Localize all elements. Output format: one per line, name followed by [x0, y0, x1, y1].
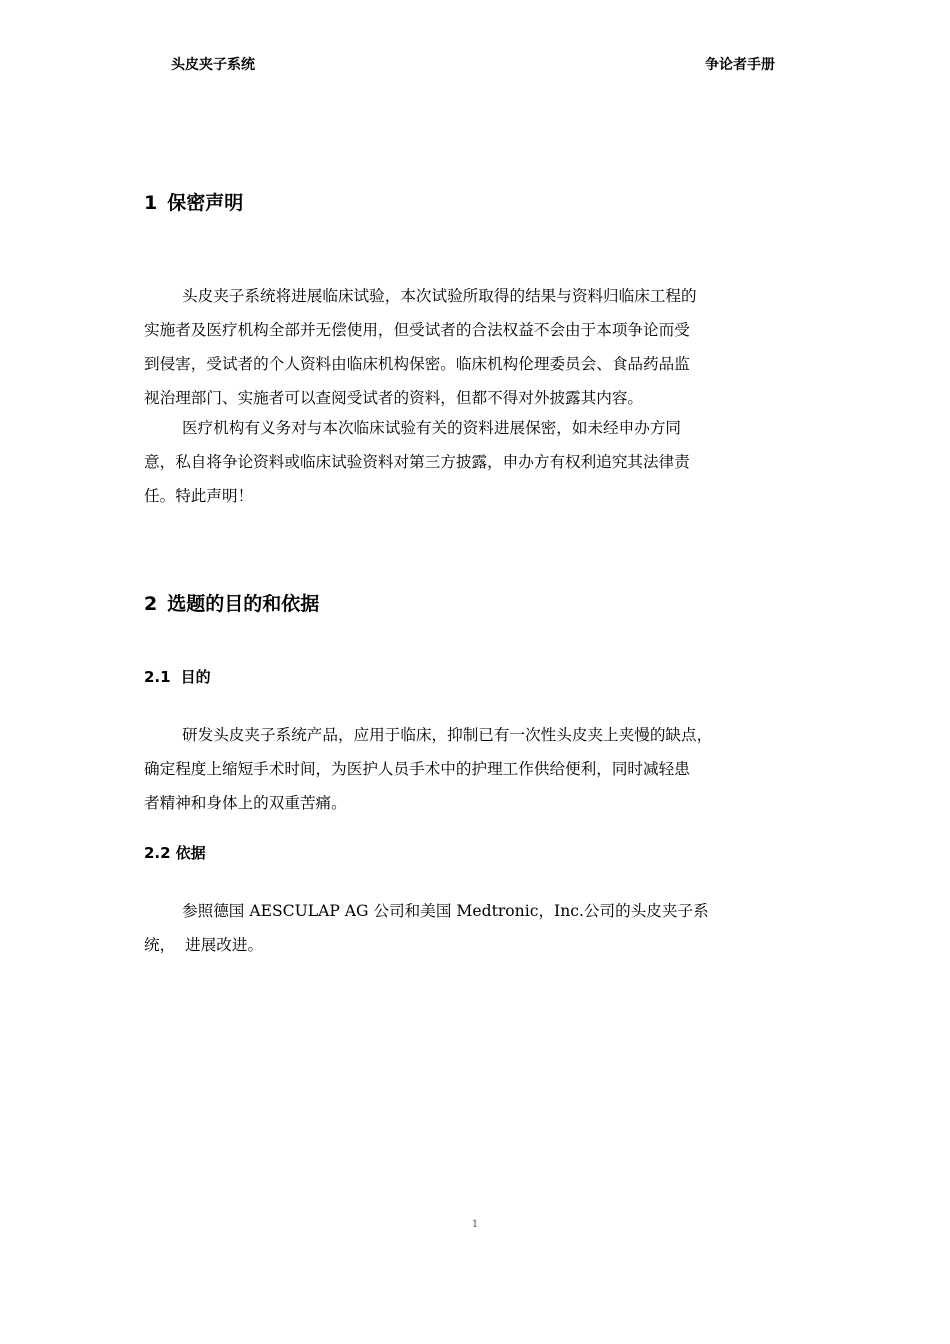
paragraph-line: 视治理部门、实施者可以查阅受试者的资料，但都不得对外披露其内容。 [144, 389, 644, 407]
paragraph-line: 任。特此声明！ [144, 487, 254, 505]
section-1-paragraph-1 [144, 279, 809, 415]
subsection-2-2-paragraph [144, 894, 809, 962]
section-2-number: 2 [144, 593, 158, 615]
paragraph-line: 统， 进展改进。 [144, 936, 264, 954]
running-header-title: 头皮夹子系统 [171, 57, 255, 73]
section-2-title: 选题的目的和依据 [167, 593, 320, 615]
paragraph-line: 者精神和身体上的双重苦痛。 [144, 794, 347, 812]
running-header-doc-type: 争论者手册 [705, 57, 775, 73]
paragraph-line: 头皮夹子系统将进展临床试验，本次试验所取得的结果与资料归临床工程的 [182, 287, 697, 305]
subsection-2-1-title: 目的 [180, 668, 211, 686]
subsection-2-1-heading [144, 666, 211, 688]
paragraph-line: 医疗机构有义务对与本次临床试验有关的资料进展保密，如未经申办方同 [182, 419, 682, 437]
subsection-2-1-paragraph [144, 718, 809, 820]
subsection-2-2-heading [144, 842, 206, 864]
paragraph-line: 意，私自将争论资料或临床试验资料对第三方披露，申办方有权利追究其法律责 [144, 453, 690, 471]
paragraph-line: 实施者及医疗机构全部并无偿使用，但受试者的合法权益不会由于本项争论而受 [144, 321, 690, 339]
section-1-heading [144, 190, 243, 216]
subsection-2-2-title: 依据 [175, 844, 206, 862]
section-1-title: 保密声明 [167, 192, 244, 214]
paragraph-line: 研发头皮夹子系统产品，应用于临床，抑制已有一次性头皮夹上夹慢的缺点， [182, 726, 713, 744]
paragraph-line: 参照德国 AESCULAP AG 公司和美国 Medtronic，Inc.公司的头皮夹子系 [182, 902, 709, 920]
paragraph-line: 确定程度上缩短手术时间，为医护人员手术中的护理工作供给便利，同时减轻患 [144, 760, 690, 778]
section-1-paragraph-2 [144, 411, 809, 513]
page-number: 1 [471, 1219, 479, 1230]
section-1-number: 1 [144, 192, 158, 214]
section-2-heading [144, 591, 319, 617]
paragraph-line: 到侵害，受试者的个人资料由临床机构保密。临床机构伦理委员会、食品药品监 [144, 355, 690, 373]
subsection-2-2-number: 2.2 [144, 844, 171, 862]
subsection-2-1-number: 2.1 [144, 668, 171, 686]
